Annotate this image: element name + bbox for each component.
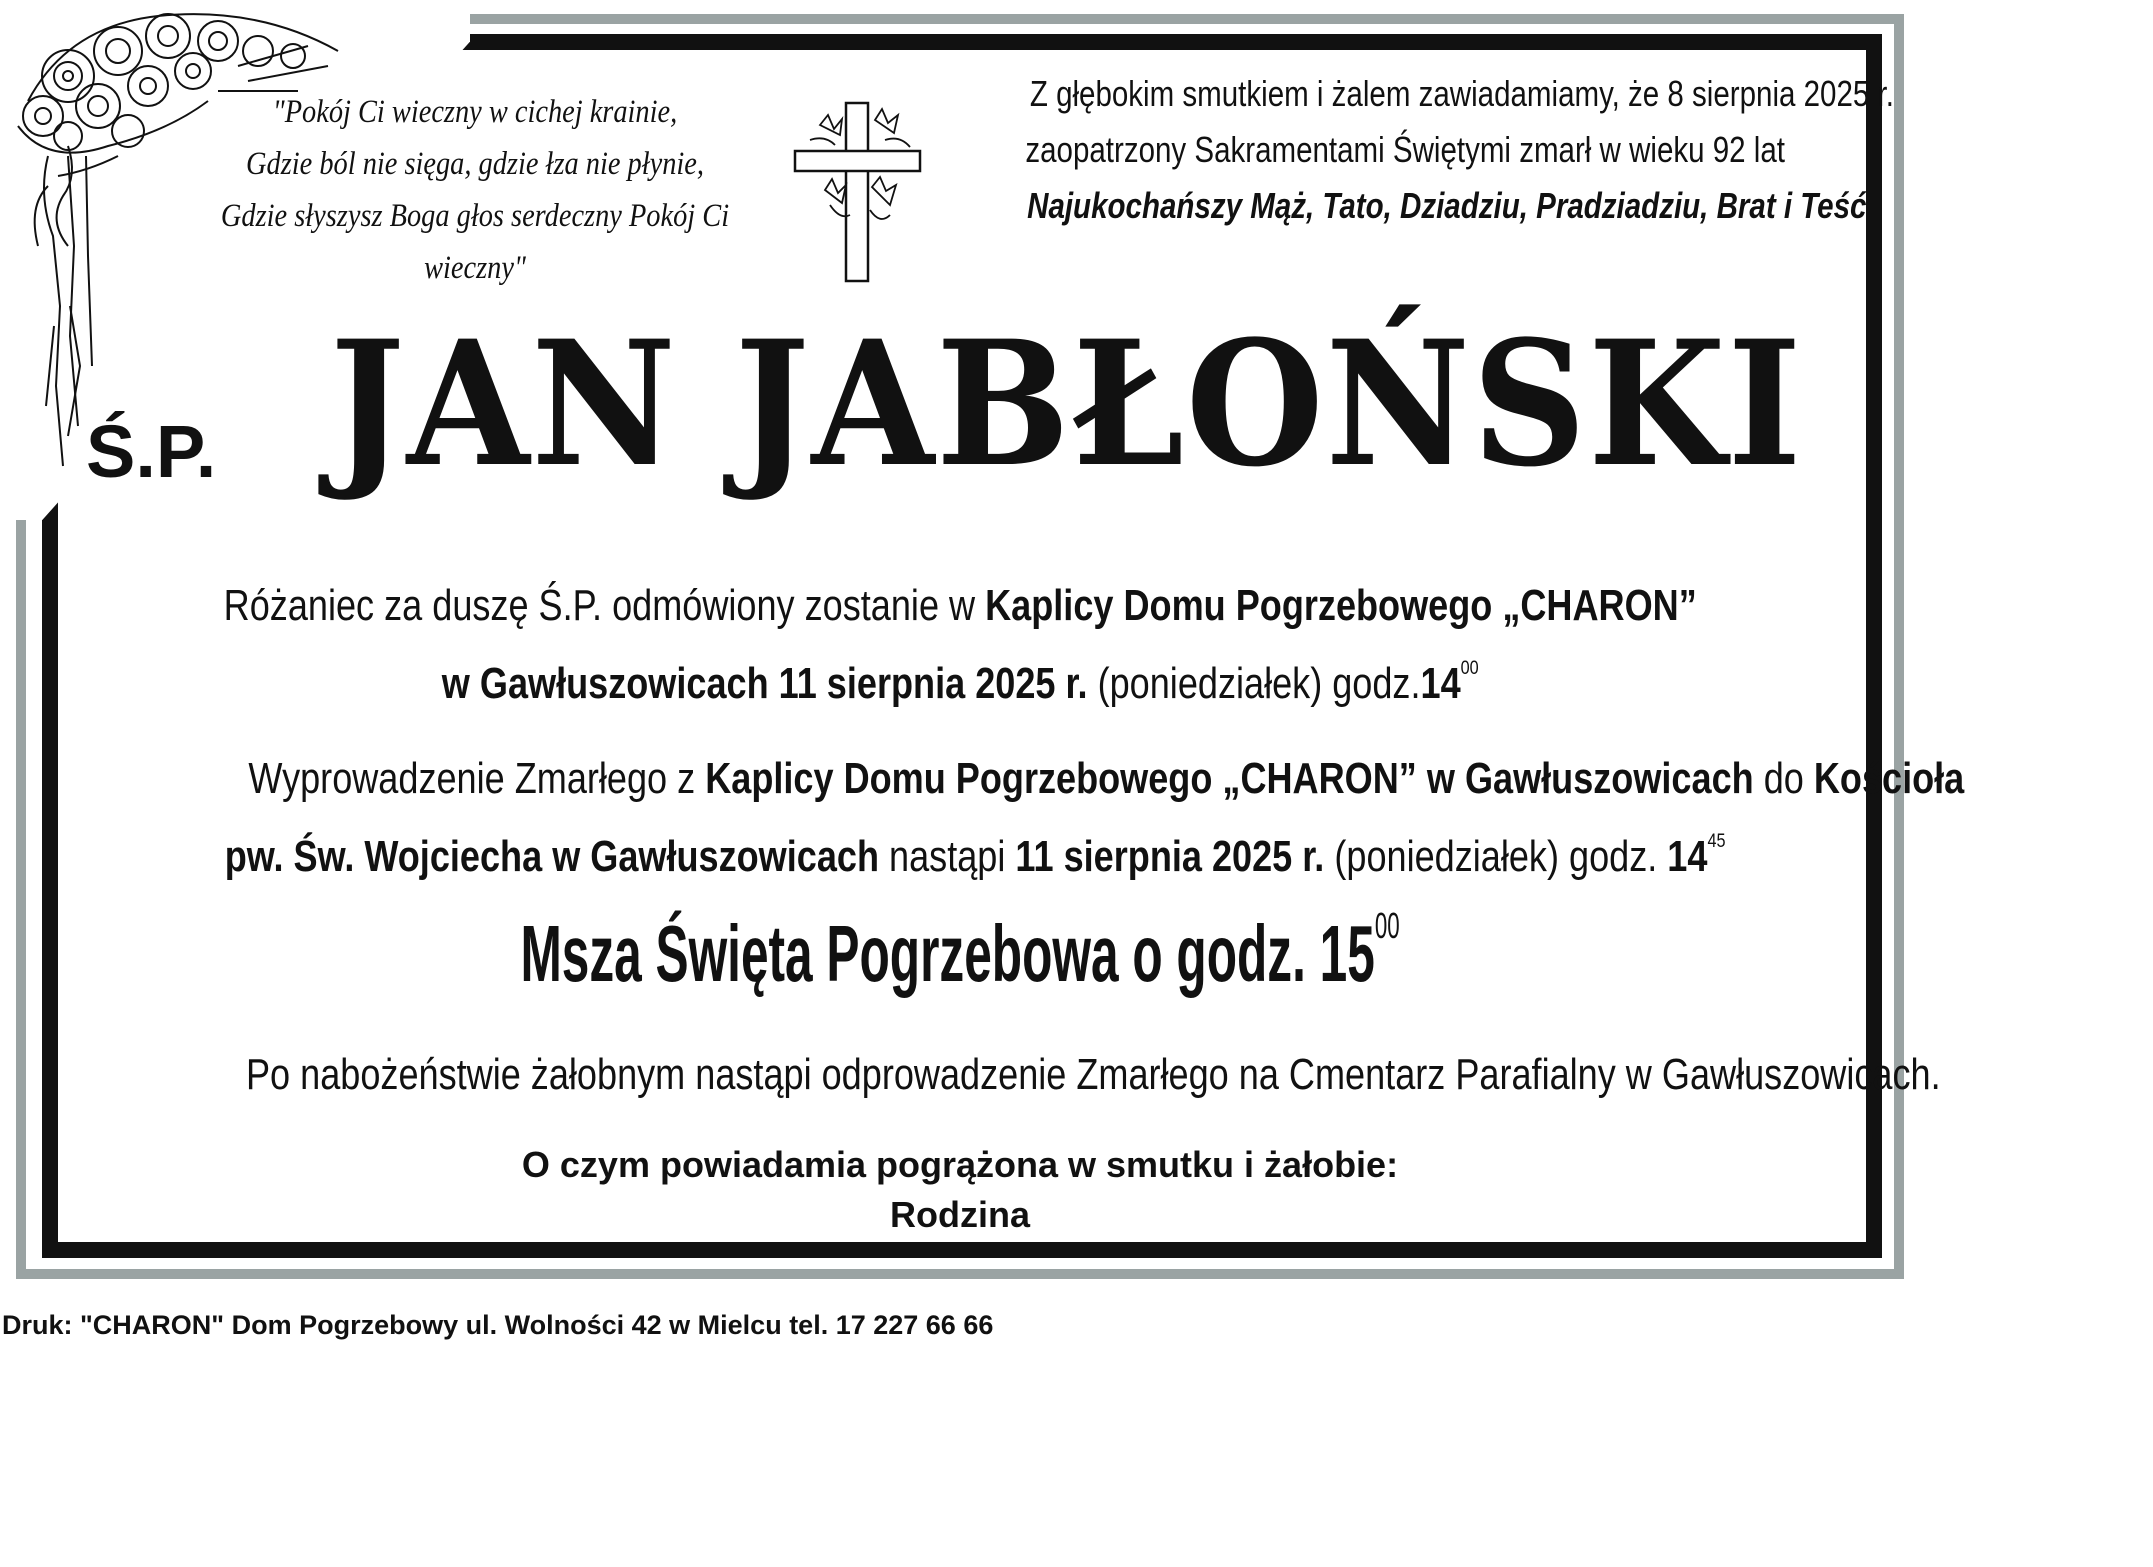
poem-block: [213, 86, 738, 294]
poem-line: Gdzie ból nie sięga, gdzie łza nie płynie,: [246, 146, 704, 182]
intro-line: Z głębokim smutkiem i żalem zawiadamiamy, że 8 sierpnia 2025 r.: [1029, 73, 1894, 114]
cross-with-lilies-icon: [790, 95, 925, 285]
rosary-hour: 14: [1420, 658, 1461, 708]
rosary-location: Kaplicy Domu Pogrzebowego „CHARON”: [984, 581, 1697, 630]
poem-line: "Pokój Ci wieczny w cichej krainie,: [272, 94, 678, 130]
procession-text: nastąpi: [879, 831, 1016, 881]
burial-paragraph: [60, 1040, 1941, 1110]
printer-footer: Druk: "CHARON" Dom Pogrzebowy ul. Wolności 42 w Mielcu tel. 17 227 66 66: [2, 1310, 994, 1340]
procession-date: 11 sierpnia 2025 r.: [1015, 831, 1325, 881]
burial-text: Po nabożeństwie żałobnym nastąpi odprowadzenie Zmarłego na Cmentarz Parafialny w Gawłuszowicach.: [245, 1050, 1941, 1099]
procession-text: (poniedziałek) godz.: [1324, 831, 1668, 881]
family-relations: Najukochańszy Mąż, Tato, Dziadziu, Pradziadziu, Brat i Teść: [1027, 185, 1867, 226]
intro-line: zaopatrzony Sakramentami Świętymi zmarł w wieku 92 lat: [1025, 129, 1785, 170]
signoff-block: [60, 1140, 1860, 1240]
procession-paragraph: [60, 748, 1965, 888]
procession-to: Kościoła: [1813, 754, 1965, 803]
name-prefix: Ś.P.: [86, 410, 217, 493]
rosary-date: w Gawłuszowicach 11 sierpnia 2025 r.: [441, 658, 1088, 708]
procession-hour: 14: [1667, 831, 1708, 881]
procession-minutes: 45: [1707, 830, 1726, 852]
mass-text: Msza Święta Pogrzebowa o godz. 15: [520, 909, 1375, 999]
poem-line: Gdzie słyszysz Boga głos serdeczny Pokój Ci wieczny": [220, 198, 730, 286]
procession-text: Wyprowadzenie Zmarłego z: [248, 754, 706, 803]
rosary-text: Różaniec za duszę Ś.P. odmówiony zostanie w: [223, 581, 985, 630]
mass-minutes: 00: [1374, 905, 1400, 946]
signoff-line: O czym powiadamia pogrążona w smutku i żałobie:: [521, 1144, 1399, 1185]
announcement-intro: [935, 66, 1894, 234]
procession-church: pw. Św. Wojciecha w Gawłuszowicach: [224, 831, 880, 881]
rosary-text: (poniedziałek) godz.: [1087, 658, 1421, 708]
procession-from: Kaplicy Domu Pogrzebowego „CHARON” w Gawłuszowicach: [705, 754, 1754, 803]
rosary-paragraph: [60, 575, 1860, 715]
procession-text: do: [1753, 754, 1814, 803]
deceased-name: JAN JABŁOŃSKI: [330, 302, 1804, 505]
mass-announcement: [60, 905, 1860, 1000]
rosary-minutes: 00: [1460, 657, 1479, 679]
signoff-family: Rodzina: [890, 1194, 1030, 1235]
